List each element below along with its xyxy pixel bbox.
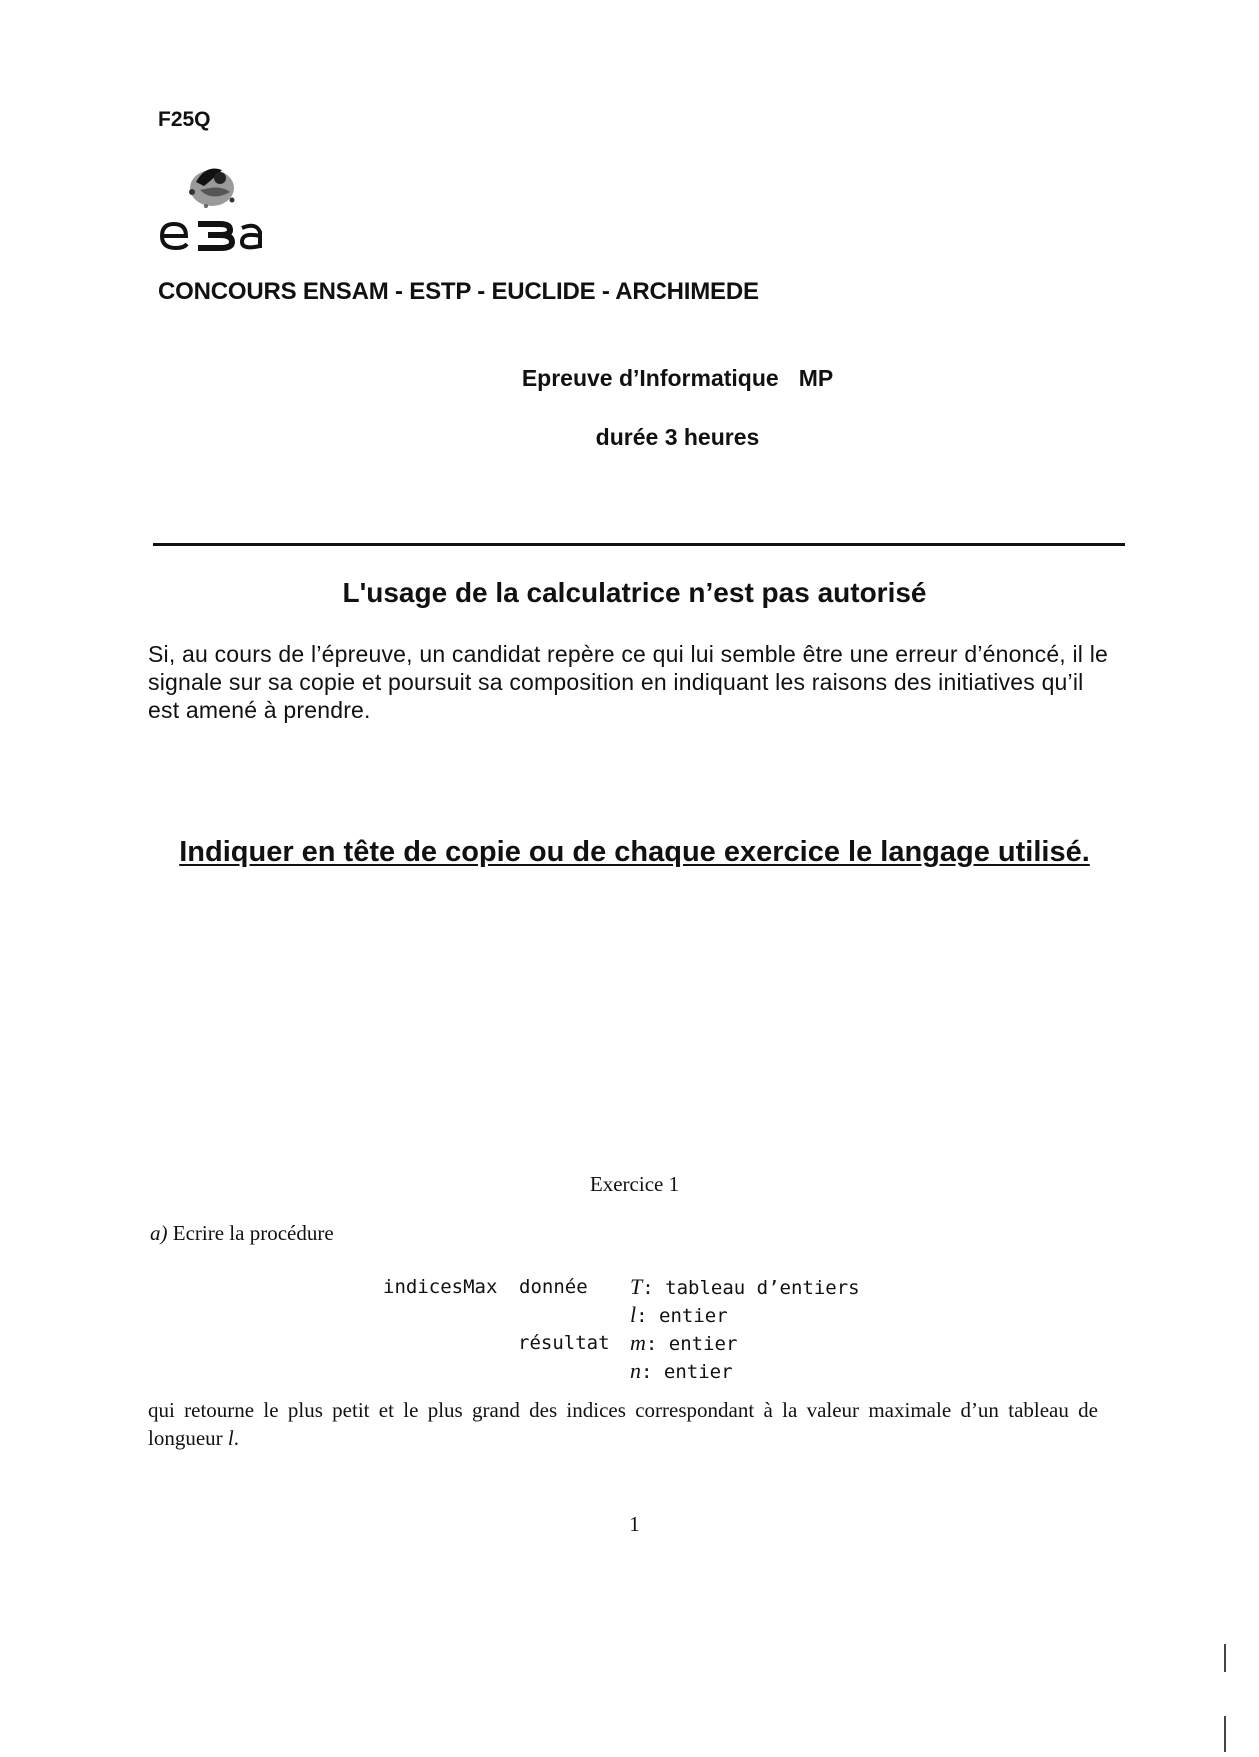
param-var: m xyxy=(630,1330,646,1355)
exercise-intro xyxy=(150,1221,334,1246)
param-var: T xyxy=(630,1274,643,1299)
description-text: qui retourne le plus petit et le plus grand des indices correspondant à la valeur maximale d’un tableau de longueur xyxy=(148,1398,1098,1450)
filiere-label: MP xyxy=(798,365,834,391)
horizontal-rule xyxy=(153,543,1125,546)
calculatrice-rule: L'usage de la calculatrice n’est pas autorisé xyxy=(342,577,927,608)
param-row xyxy=(630,1302,728,1328)
param-type: : entier xyxy=(641,1361,733,1383)
param-row xyxy=(630,1274,860,1300)
param-type: : entier xyxy=(636,1305,728,1327)
description-var: l xyxy=(227,1426,234,1450)
donnee-label: donnée xyxy=(519,1276,588,1298)
e3a-logo-icon xyxy=(176,156,244,214)
duree-label: durée 3 heures xyxy=(595,424,760,450)
e3a-logo-text xyxy=(156,214,266,254)
param-type: : tableau d’entiers xyxy=(642,1277,860,1299)
param-row xyxy=(630,1358,733,1384)
resultat-label: résultat xyxy=(518,1332,610,1354)
page-number: 1 xyxy=(629,1512,640,1536)
description-end: . xyxy=(233,1426,239,1450)
langage-instruction: Indiquer en tête de copie ou de chaque exercice le langage utilisé. xyxy=(179,836,1090,868)
intro-text: Ecrire la procédure xyxy=(172,1221,334,1245)
epreuve-title xyxy=(0,365,1259,392)
scan-mark xyxy=(1224,1716,1226,1752)
exercise-title: Exercice 1 xyxy=(589,1172,680,1196)
param-var: n xyxy=(630,1358,641,1383)
concours-title: CONCOURS ENSAM - ESTP - EUCLIDE - ARCHIMEDE xyxy=(158,278,759,305)
param-type: : entier xyxy=(645,1333,738,1355)
epreuve-label: Epreuve d’Informatique xyxy=(521,365,779,391)
procedure-name: indicesMax xyxy=(383,1276,498,1298)
item-label: a) xyxy=(150,1221,168,1245)
param-var: l xyxy=(630,1302,637,1327)
exam-code: F25Q xyxy=(158,108,211,131)
erreur-notice: Si, au cours de l’épreuve, un candidat repère ce qui lui semble être une erreur d’énoncé, il le signale sur sa copie et poursuit sa composition en indiquant les raisons des initiatives qu’il est amené à prendre. xyxy=(148,641,1109,723)
exercise-description xyxy=(148,1396,1098,1452)
param-row xyxy=(630,1330,737,1356)
scan-mark xyxy=(1224,1644,1226,1672)
